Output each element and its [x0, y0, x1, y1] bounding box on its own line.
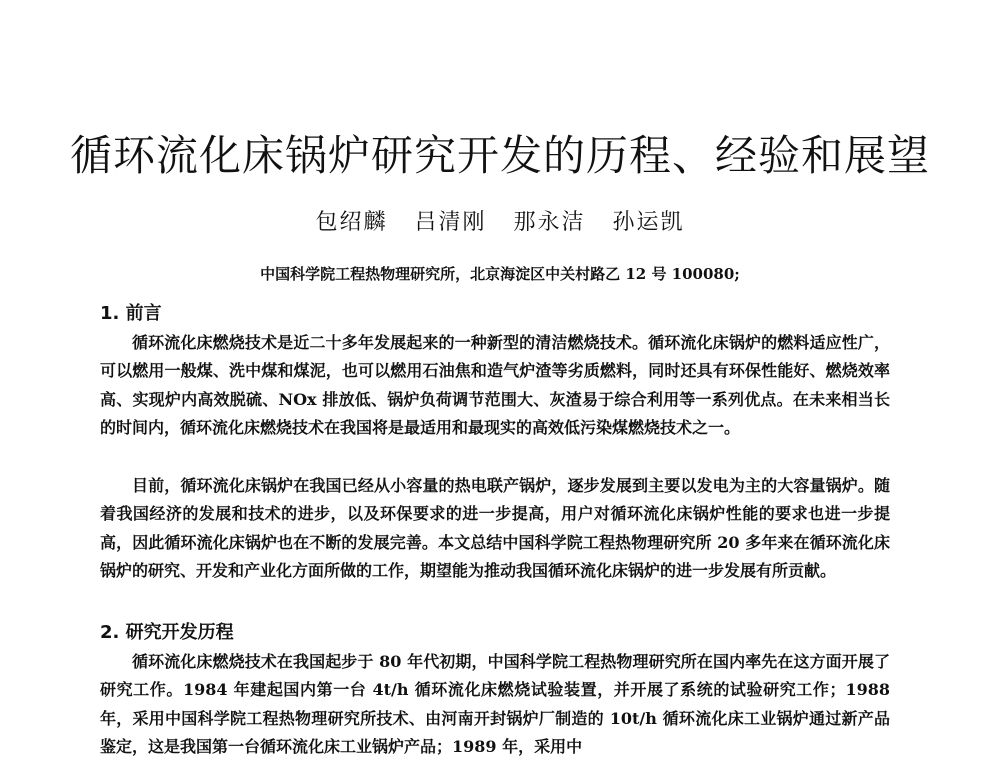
author-list: 包绍麟 吕清刚 那永洁 孙运凯	[315, 210, 685, 235]
section-heading-intro: 1. 前言	[100, 303, 162, 324]
section-heading-history: 2. 研究开发历程	[100, 622, 234, 643]
affiliation: 中国科学院工程热物理研究所，北京海淀区中关村路乙 12 号 100080;	[260, 265, 740, 283]
intro-paragraph-1: 循环流化床燃烧技术是近二十多年发展起来的一种新型的清洁燃烧技术。循环流化床锅炉的燃料适应性广，可以燃用一般煤、洗中煤和煤泥，也可以燃用石油焦和造气炉渣等劣质燃料，同时还具有环保性能好、燃烧效率高、实现炉内高效脱硫、NOx 排放低、锅炉负荷调节范围大、灰渣易于综合利用等一系列优点。在未来相当长的时间内，循环流化床燃烧技术在我国将是最适用和最现实的高效低污染煤燃烧技术之一。	[100, 333, 890, 438]
paper-title: 循环流化床锅炉研究开发的历程、经验和展望	[69, 131, 930, 180]
history-paragraph-1: 循环流化床燃烧技术在我国起步于 80 年代初期，中国科学院工程热物理研究所在国内率先在这方面开展了研究工作。1984 年建起国内第一台 4t/h 循环流化床燃烧试验装置，并开展了系统的试验研究工作；1988 年，采用中国科学院工程热物理研究所技术、由河南开封锅炉厂制造的 10t/h 循环流化床工业锅炉通过新产品鉴定，这是我国第一台循环流化床工业锅炉产品；1989 年，采用中	[100, 652, 890, 757]
intro-paragraph-2: 目前，循环流化床锅炉在我国已经从小容量的热电联产锅炉，逐步发展到主要以发电为主的大容量锅炉。随着我国经济的发展和技术的进步，以及环保要求的进一步提高，用户对循环流化床锅炉性能的要求也进一步提高，因此循环流化床锅炉也在不断的发展完善。本文总结中国科学院工程热物理研究所 20 多年来在循环流化床锅炉的研究、开发和产业化方面所做的工作，期望能为推动我国循环流化床锅炉的进一步发展有所贡献。	[100, 476, 890, 581]
